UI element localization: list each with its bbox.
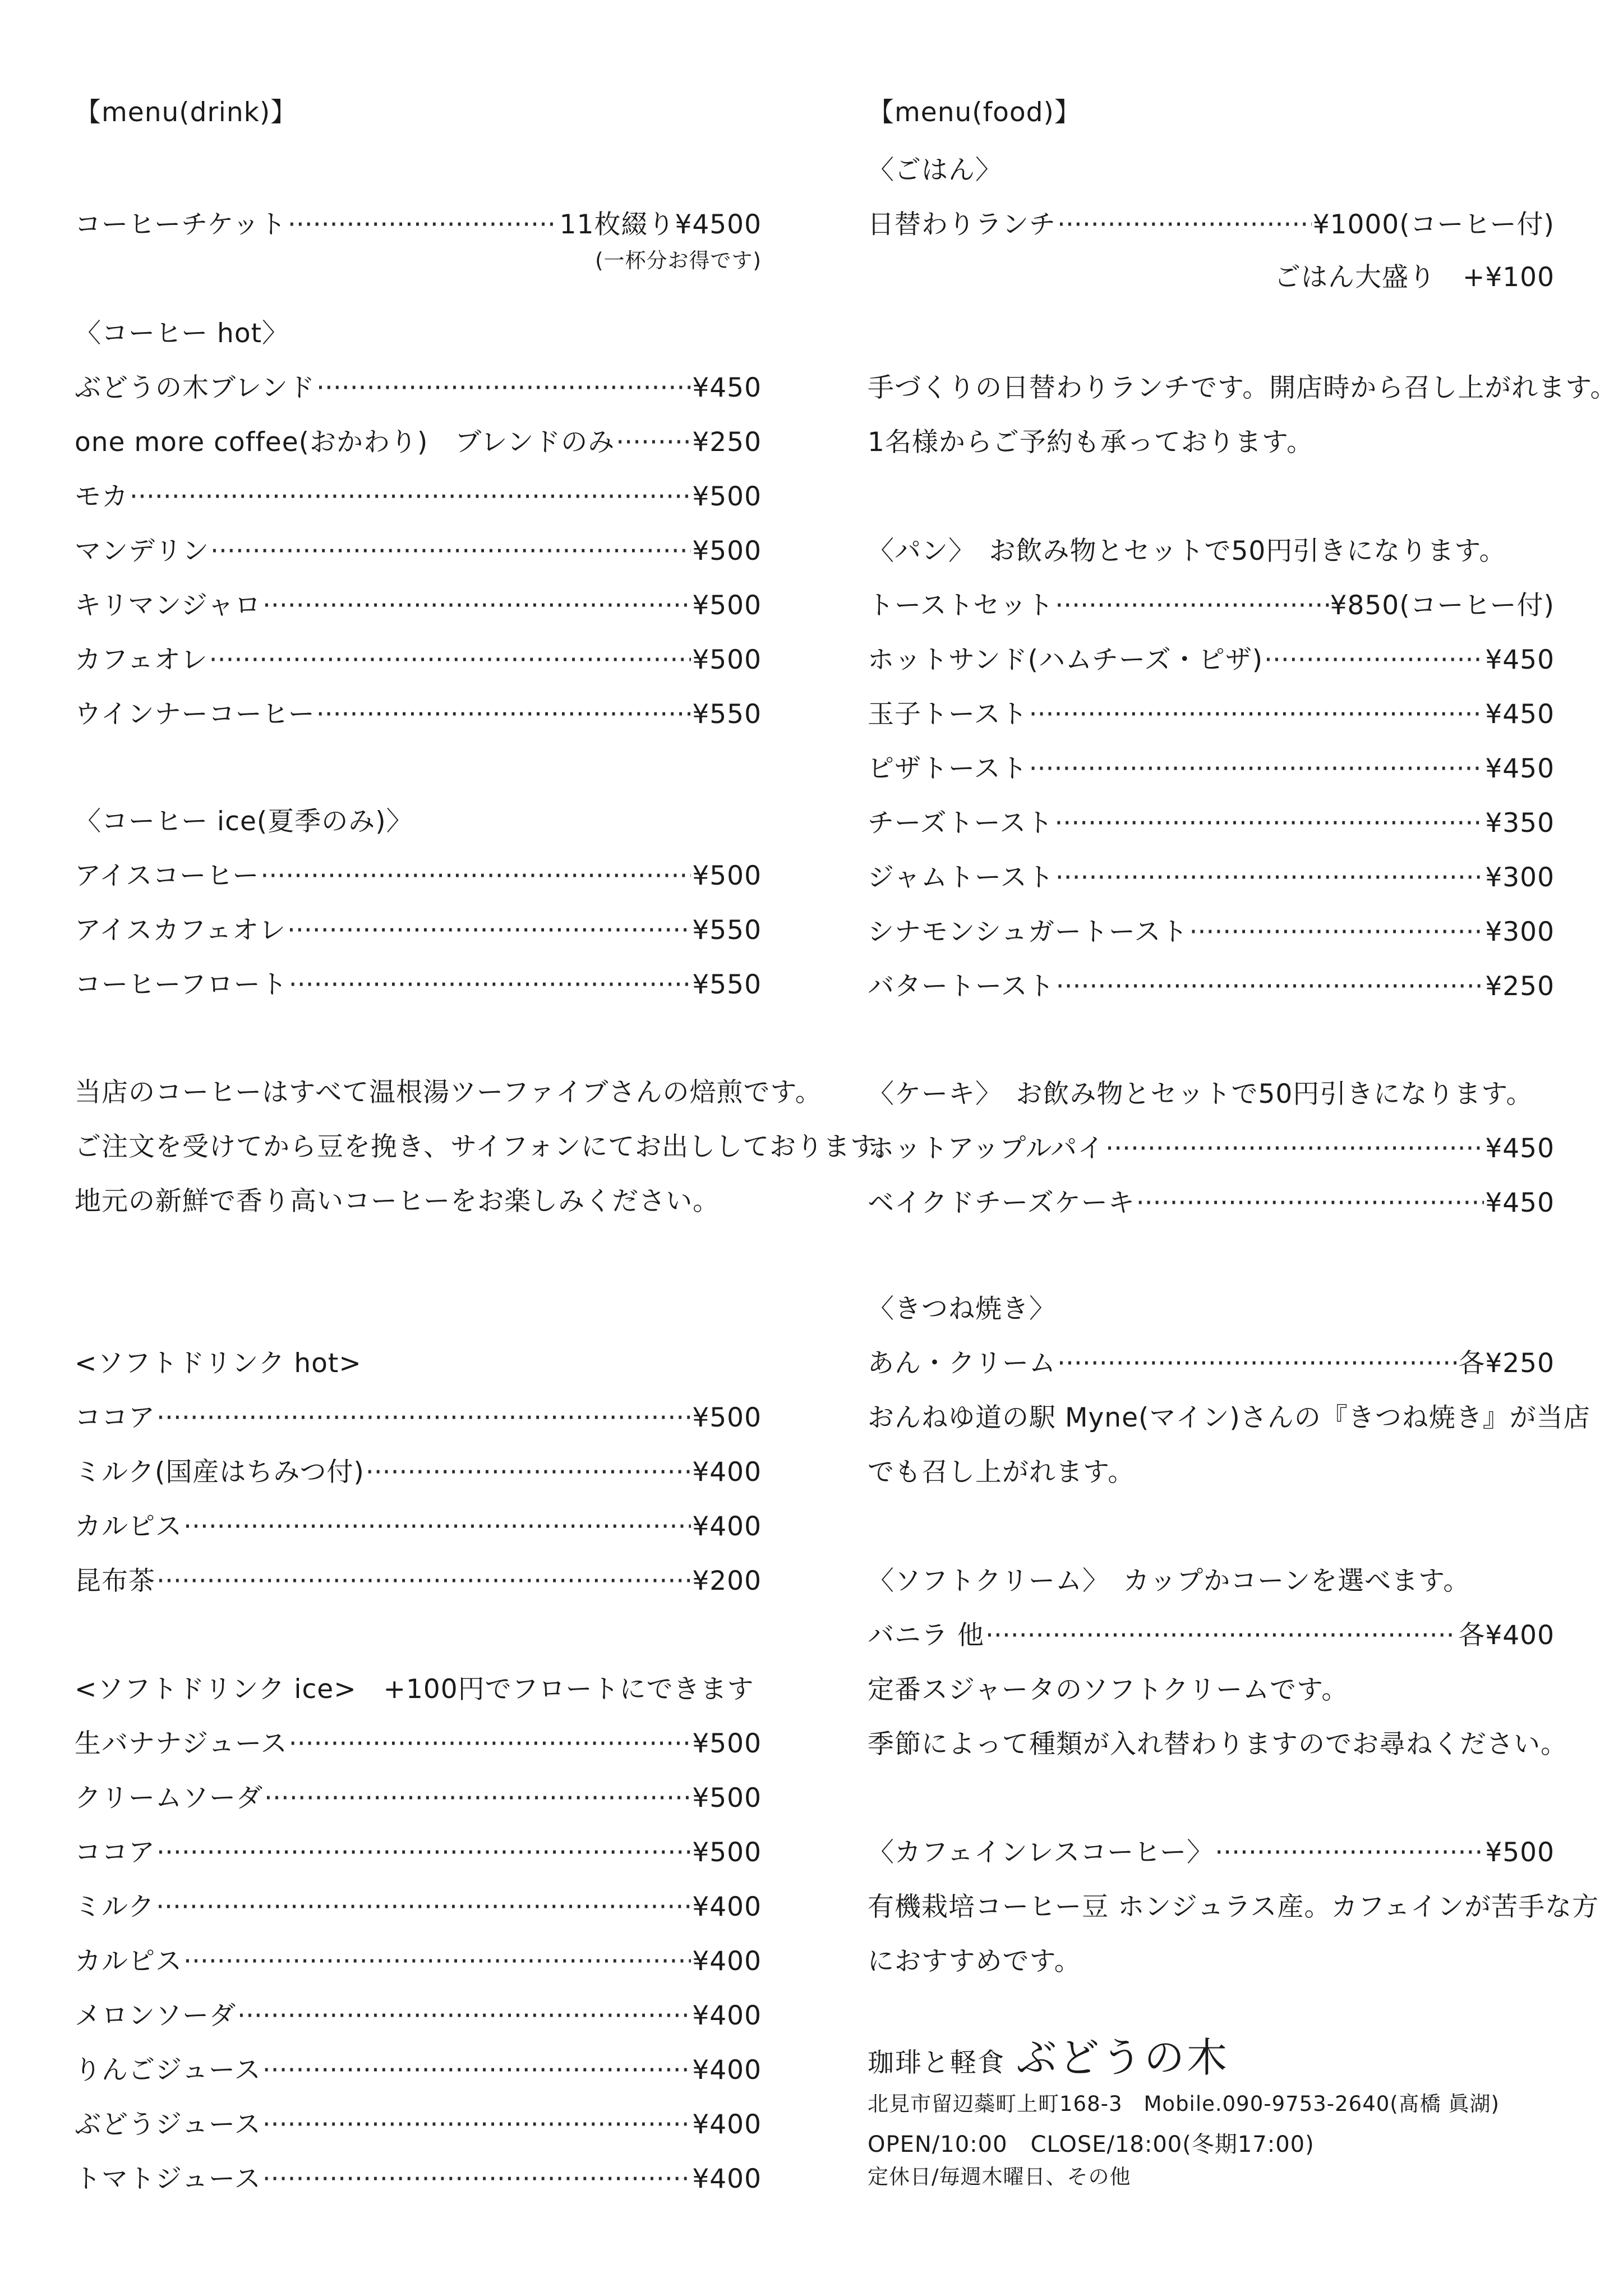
softcream-heading: 〈ソフトクリーム〉 カップかコーンを選べます。 (868, 1566, 1470, 1596)
coffee-note: ご注文を受けてから豆を挽き、サイフォンにてお出ししております。 (75, 1131, 902, 1162)
menu-item: アイスコーヒー ····· ¥500 (75, 860, 762, 892)
menu-item: ぶどうの木ブレンド ····· ¥450 (75, 372, 762, 404)
menu-item: チーズトースト ····· ¥350 (868, 807, 1555, 840)
menu-item: ジャムトースト ····· ¥300 (868, 862, 1555, 894)
menu-item: カルピス ····· ¥400 (75, 1945, 762, 1978)
menu-item: コーヒーフロート ····· ¥550 (75, 969, 762, 1001)
menu-item: カルピス ····· ¥400 (75, 1511, 762, 1543)
softcream-note: 季節によって種類が入れ替わりますのでお尋ねください。 (868, 1729, 1567, 1760)
item-name: コーヒーチケット (75, 209, 287, 240)
menu-item: マンデリン ····· ¥500 (75, 535, 762, 568)
menu-item: トマトジュース ····· ¥400 (75, 2163, 762, 2196)
soft-hot-heading: <ソフトドリンク hot> (75, 1348, 362, 1379)
menu-item: ミルク(国産はちみつ付) ····· ¥400 (75, 1456, 762, 1489)
menu-item: メロンソーダ ····· ¥400 (75, 2000, 762, 2032)
decaf-note: 有機栽培コーヒー豆 ホンジュラス産。カフェインが苦手な方 (868, 1892, 1599, 1922)
gohan-note: 手づくりの日替わりランチです。開店時から召し上がれます。 (868, 372, 1617, 403)
menu-item: ホットサンド(ハムチーズ・ピザ) ····· ¥450 (868, 644, 1555, 677)
menu-item: 日替わりランチ ····· ¥1000(コーヒー付) (868, 209, 1555, 241)
coffee-ice-heading: 〈コーヒー ice(夏季のみ)〉 (75, 806, 413, 837)
gohan-heading: 〈ごはん〉 (868, 155, 1002, 186)
menu-item: 玉子トースト ····· ¥450 (868, 698, 1555, 731)
shop-holiday: 定休日/毎週木曜日、その他 (868, 2165, 1131, 2189)
menu-item: ミルク ····· ¥400 (75, 1891, 762, 1924)
menu-item: one more coffee(おかわり) ブレンドのみ ····· ¥250 (75, 426, 762, 459)
menu-item: 生バナナジュース ····· ¥500 (75, 1728, 762, 1760)
decaf-note: におすすめです。 (868, 1946, 1081, 1977)
menu-item: ピザトースト ····· ¥450 (868, 753, 1555, 785)
softcream-note: 定番スジャータのソフトクリームです。 (868, 1674, 1349, 1705)
menu-item: カフェオレ ····· ¥500 (75, 644, 762, 677)
menu-item: アイスカフェオレ ····· ¥550 (75, 914, 762, 947)
menu-item: りんごジュース ····· ¥400 (75, 2054, 762, 2087)
menu-item: ウインナーコーヒー ····· ¥550 (75, 698, 762, 731)
menu-item: シナモンシュガートースト ····· ¥300 (868, 916, 1555, 949)
drink-menu-heading: 【menu(drink)】 (75, 97, 298, 128)
menu-item: トーストセット ····· ¥850(コーヒー付) (868, 590, 1555, 622)
menu-item: あん・クリーム ····· 各¥250 (868, 1347, 1555, 1380)
menu-item: クリームソーダ ····· ¥500 (75, 1782, 762, 1815)
menu-item: ぶどうジュース ····· ¥400 (75, 2109, 762, 2141)
coffee-note: 地元の新鮮で香り高いコーヒーをお楽しみください。 (75, 1186, 720, 1217)
kitsune-heading: 〈きつね焼き〉 (868, 1294, 1056, 1324)
menu-item: ココア ····· ¥500 (75, 1837, 762, 1869)
coffee-hot-heading: 〈コーヒー hot〉 (75, 318, 289, 349)
food-menu-heading: 【menu(food)】 (868, 97, 1081, 128)
shop-hours: OPEN/10:00 CLOSE/18:00(冬期17:00) (868, 2132, 1315, 2157)
menu-item: バニラ 他 ····· 各¥400 (868, 1619, 1555, 1652)
menu-item: バタートースト ····· ¥250 (868, 970, 1555, 1003)
shop-name: ぶどうの木 (1016, 2034, 1230, 2081)
menu-item: ココア ····· ¥500 (75, 1402, 762, 1434)
item-price: 11枚綴り¥4500 (559, 209, 762, 240)
shop-address: 北見市留辺蘂町上町168-3 Mobile.090-9753-2640(髙橋 眞湖) (868, 2092, 1500, 2116)
menu-item: ベイクドチーズケーキ ····· ¥450 (868, 1187, 1555, 1220)
cake-heading: 〈ケーキ〉 お飲み物とセットで50円引きになります。 (868, 1079, 1533, 1110)
menu-item: 昆布茶 ····· ¥200 (75, 1565, 762, 1598)
coffee-ticket-item (75, 209, 762, 241)
gohan-extra: ごはん大盛り +¥100 (1274, 262, 1555, 293)
kitsune-note: でも召し上がれます。 (868, 1457, 1135, 1488)
coffee-note: 当店のコーヒーはすべて温根湯ツーファイブさんの焙煎です。 (75, 1077, 822, 1108)
menu-item: モカ ····· ¥500 (75, 481, 762, 513)
coffee-ticket-note: (一杯分お得です) (595, 249, 762, 273)
soft-ice-heading: <ソフトドリンク ice> +100円でフロートにできます (75, 1674, 754, 1705)
gohan-note: 1名様からご予約も承っております。 (868, 427, 1314, 458)
shop-name-block (868, 2025, 1229, 2083)
menu-item: ホットアップルパイ ····· ¥450 (868, 1133, 1555, 1165)
pan-heading: 〈パン〉 お飲み物とセットで50円引きになります。 (868, 536, 1506, 567)
decaf-item: 〈カフェインレスコーヒー〉 ····· ¥500 (868, 1837, 1555, 1869)
kitsune-note: おんねゆ道の駅 Myne(マイン)さんの『きつね焼き』が当店 (868, 1402, 1590, 1433)
shop-tagline: 珈琲と軽食 (868, 2047, 1005, 2078)
menu-item: キリマンジャロ ····· ¥500 (75, 590, 762, 622)
